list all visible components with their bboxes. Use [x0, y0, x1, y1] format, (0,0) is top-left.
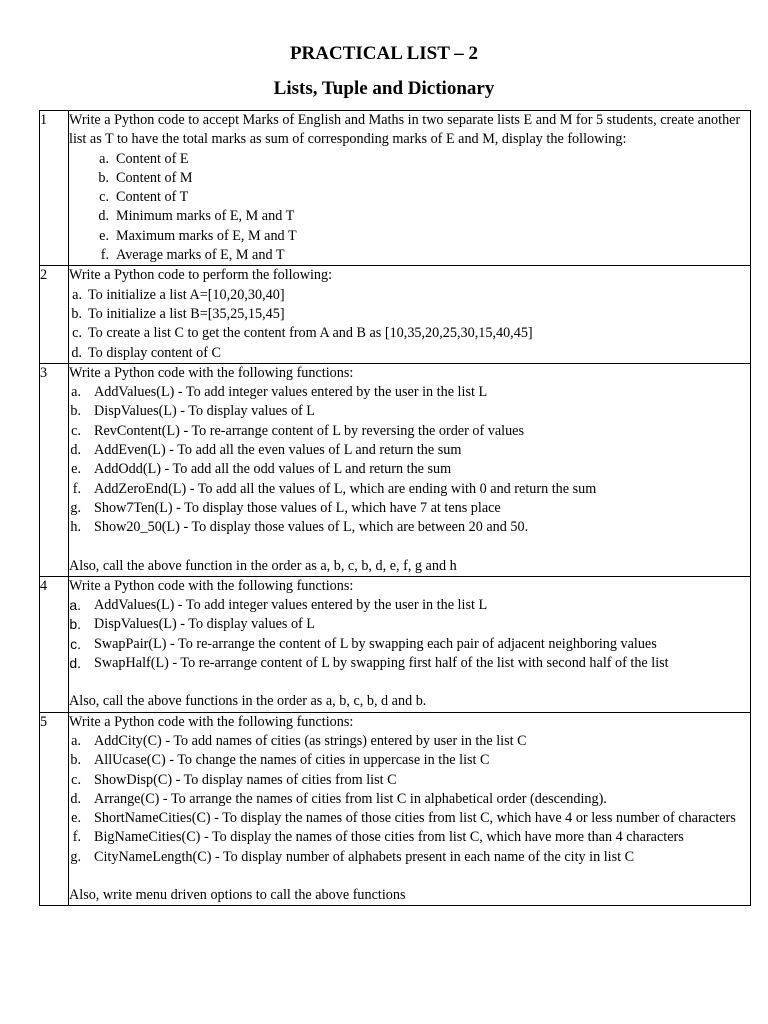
- item-text: Show20_50(L) - To display those values of L, which are between 20 and 50.: [94, 519, 529, 536]
- question-row: [40, 266, 751, 363]
- item-text: Maximum marks of E, M and T: [116, 227, 297, 244]
- item-text: AddZeroEnd(L) - To add all the values of L, which are ending with 0 and return the sum: [94, 480, 597, 497]
- item-marker: d.: [70, 442, 81, 459]
- item-text: DispValues(L) - To display values of L: [94, 403, 315, 420]
- question-body: [69, 266, 751, 363]
- item-text: BigNameCities(C) - To display the names of those cities from list C, which have more than 4 characters: [94, 829, 684, 846]
- item-text: Minimum marks of E, M and T: [116, 208, 295, 225]
- item-marker: f.: [72, 829, 81, 846]
- list-item: [90, 169, 750, 188]
- list-item: [69, 848, 750, 867]
- list-item: [69, 596, 750, 615]
- practical-list-table: [39, 110, 751, 906]
- item-marker: g.: [70, 499, 81, 516]
- list-item: [90, 246, 750, 265]
- item-marker: f.: [100, 247, 109, 264]
- question-items: [69, 383, 750, 537]
- question-body: [69, 111, 751, 266]
- question-items: [69, 286, 750, 363]
- question-note: Also, write menu driven options to call the above functions: [69, 886, 406, 903]
- item-text: To display content of C: [88, 344, 221, 361]
- list-item: [69, 402, 750, 421]
- question-intro: Write a Python code with the following functions:: [69, 364, 354, 381]
- item-text: To initialize a list A=[10,20,30,40]: [88, 286, 285, 303]
- item-marker: c.: [71, 771, 81, 788]
- list-item: [69, 383, 750, 402]
- item-text: AddCity(C) - To add names of cities (as strings) entered by user in the list C: [94, 732, 527, 749]
- item-text: Content of E: [116, 150, 189, 167]
- page-subtitle: Lists, Tuple and Dictionary: [273, 78, 495, 99]
- item-text: Arrange(C) - To arrange the names of cities from list C in alphabetical order (descending).: [94, 790, 607, 807]
- list-item: [69, 344, 750, 363]
- question-intro: Write a Python code with the following functions:: [69, 713, 354, 730]
- item-marker: a.: [71, 384, 81, 401]
- item-text: Show7Ten(L) - To display those values of L, which have 7 at tens place: [94, 499, 501, 516]
- question-number: 2: [40, 266, 69, 363]
- list-item: [90, 150, 750, 169]
- item-text: AddValues(L) - To add integer values entered by the user in the list L: [94, 384, 488, 401]
- list-item: [69, 751, 750, 770]
- item-marker: b.: [69, 616, 81, 633]
- list-item: [69, 286, 750, 305]
- list-item: [69, 460, 750, 479]
- item-marker: a.: [99, 150, 109, 167]
- item-marker: a.: [71, 732, 81, 749]
- item-marker: c.: [71, 422, 81, 439]
- item-text: AddOdd(L) - To add all the odd values of L and return the sum: [94, 461, 452, 478]
- item-marker: e.: [99, 227, 109, 244]
- question-body: [69, 576, 751, 712]
- item-text: ShowDisp(C) - To display names of cities from list C: [94, 771, 397, 788]
- item-marker: d.: [71, 344, 82, 361]
- item-marker: c.: [99, 189, 109, 206]
- question-body: [69, 363, 751, 576]
- item-marker: c.: [72, 325, 82, 342]
- item-marker: a.: [69, 597, 81, 614]
- question-body: [69, 712, 751, 906]
- item-marker: b.: [70, 752, 81, 769]
- item-marker: b.: [98, 169, 109, 186]
- question-number: 1: [40, 111, 69, 266]
- item-text: Content of T: [116, 189, 189, 206]
- item-text: DispValues(L) - To display values of L: [94, 616, 315, 633]
- list-item: [69, 732, 750, 751]
- item-text: SwapHalf(L) - To re-arrange content of L by swapping first half of the list with second half of the list: [94, 655, 669, 672]
- item-marker: d.: [70, 790, 81, 807]
- question-row: [40, 111, 751, 266]
- list-item: [69, 809, 750, 828]
- item-text: RevContent(L) - To re-arrange content of L by reversing the order of values: [94, 422, 524, 439]
- question-row: [40, 363, 751, 576]
- item-marker: c.: [70, 635, 81, 652]
- item-marker: b.: [70, 403, 81, 420]
- question-intro: Write a Python code to accept Marks of English and Maths in two separate lists E and M for 5 students, create another list as T to have the total marks as sum of corresponding marks of E and M, display the following:: [69, 112, 741, 148]
- list-item: [69, 305, 750, 324]
- item-text: Content of M: [116, 169, 193, 186]
- question-number: 5: [40, 712, 69, 906]
- question-number: 3: [40, 363, 69, 576]
- list-item: [69, 635, 750, 654]
- item-marker: g.: [70, 848, 81, 865]
- item-marker: d.: [98, 208, 109, 225]
- blank-line: [69, 538, 750, 557]
- item-marker: h.: [70, 519, 81, 536]
- question-row: [40, 712, 751, 906]
- item-marker: b.: [71, 305, 82, 322]
- item-text: To initialize a list B=[35,25,15,45]: [88, 305, 285, 322]
- question-items: [90, 150, 750, 266]
- item-text: To create a list C to get the content from A and B as [10,35,20,25,30,15,40,45]: [88, 325, 533, 342]
- question-note: Also, call the above function in the order as a, b, c, b, d, e, f, g and h: [69, 557, 457, 574]
- item-marker: a.: [72, 286, 82, 303]
- question-number: 4: [40, 576, 69, 712]
- item-text: SwapPair(L) - To re-arrange the content of L by swapping each pair of adjacent neighboring values: [94, 635, 657, 652]
- item-marker: d.: [69, 655, 81, 672]
- question-items: [69, 732, 750, 867]
- list-item: [69, 828, 750, 847]
- question-note: Also, call the above functions in the order as a, b, c, b, d and b.: [69, 693, 427, 710]
- blank-line: [69, 867, 750, 886]
- item-text: ShortNameCities(C) - To display the names of those cities from list C, which have 4 or less number of characters: [94, 810, 736, 827]
- list-item: [90, 207, 750, 226]
- blank-line: [69, 673, 750, 692]
- item-text: AllUcase(C) - To change the names of cities in uppercase in the list C: [94, 752, 490, 769]
- item-text: AddValues(L) - To add integer values entered by the user in the list L: [94, 597, 488, 614]
- list-item: [69, 790, 750, 809]
- item-marker: e.: [71, 810, 81, 827]
- list-item: [69, 422, 750, 441]
- list-item: [69, 324, 750, 343]
- list-item: [69, 615, 750, 634]
- question-intro: Write a Python code to perform the following:: [69, 267, 333, 284]
- list-item: [69, 441, 750, 460]
- question-intro: Write a Python code with the following functions:: [69, 577, 354, 594]
- item-marker: e.: [71, 461, 81, 478]
- list-item: [69, 654, 750, 673]
- item-marker: f.: [72, 480, 81, 497]
- item-text: CityNameLength(C) - To display number of alphabets present in each name of the city in list C: [94, 848, 635, 865]
- list-item: [90, 227, 750, 246]
- question-items: [69, 596, 750, 673]
- list-item: [69, 518, 750, 537]
- list-item: [90, 188, 750, 207]
- item-text: AddEven(L) - To add all the even values of L and return the sum: [94, 442, 462, 459]
- page-title: PRACTICAL LIST – 2: [289, 43, 479, 64]
- list-item: [69, 771, 750, 790]
- item-text: Average marks of E, M and T: [116, 247, 285, 264]
- list-item: [69, 499, 750, 518]
- list-item: [69, 480, 750, 499]
- question-row: [40, 576, 751, 712]
